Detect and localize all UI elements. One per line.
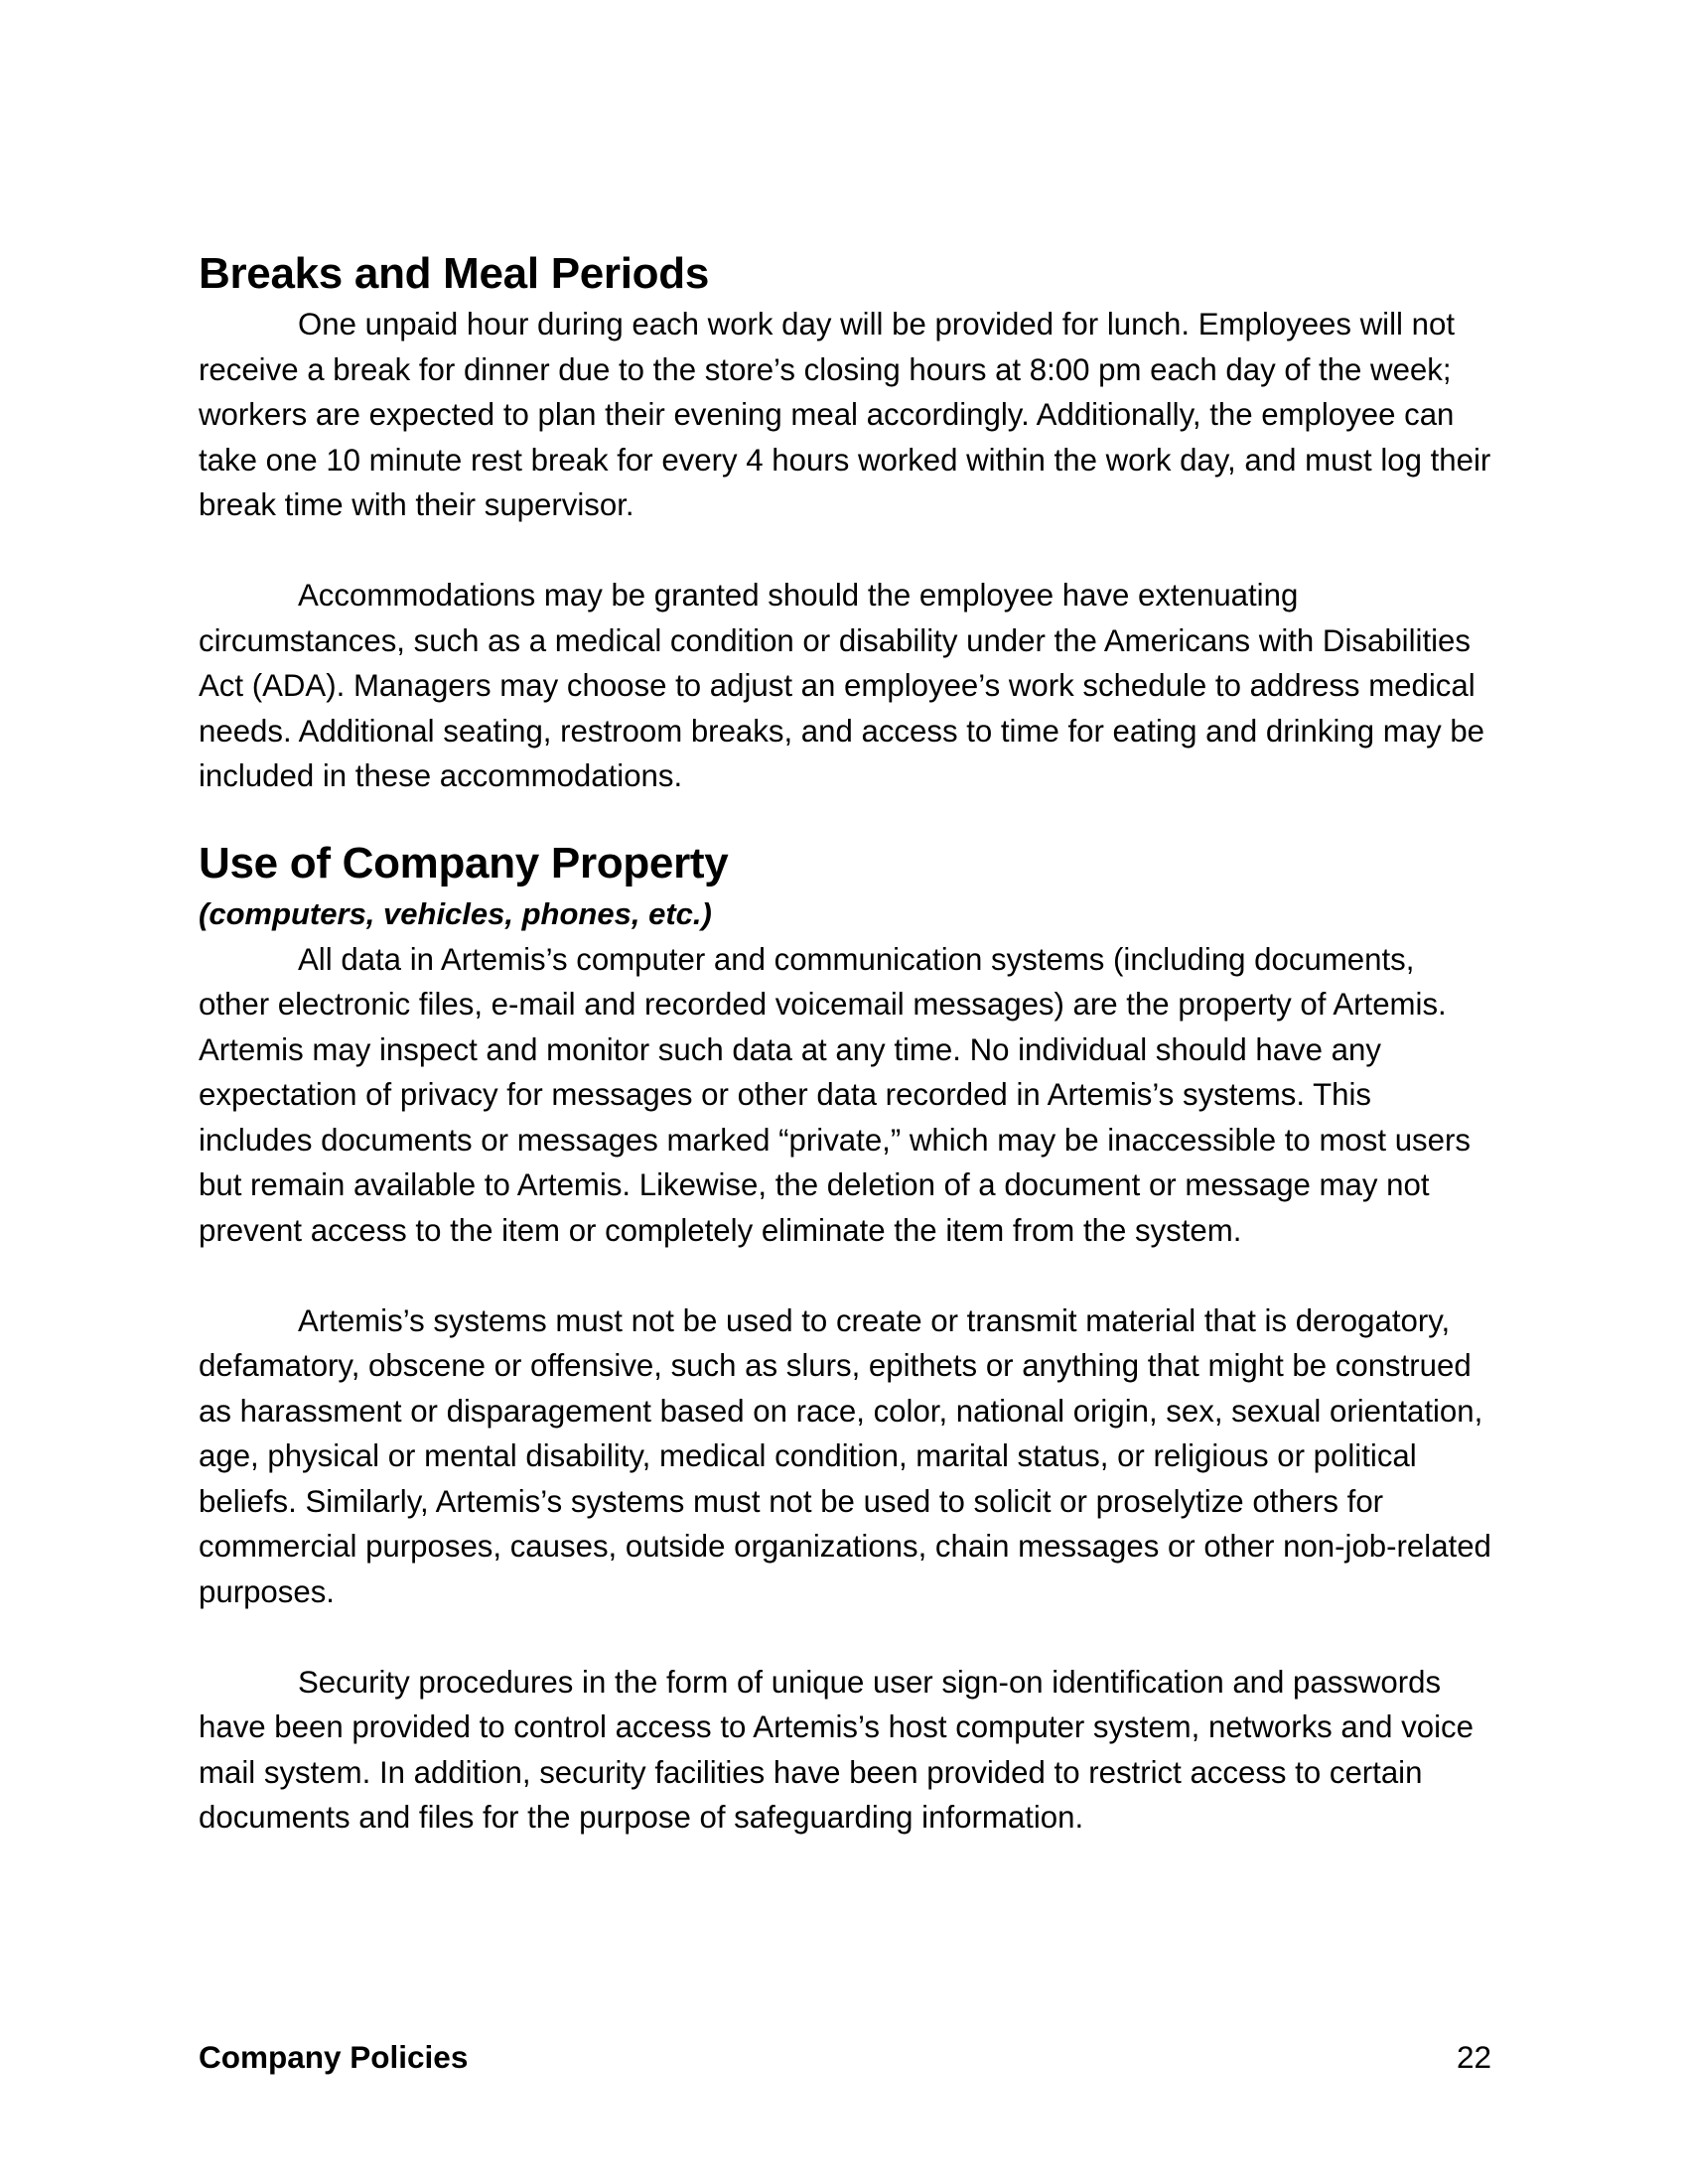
paragraph-spacer [199,528,1491,574]
section-heading-breaks: Breaks and Meal Periods [199,249,709,298]
section-heading-company-property: Use of Company Property [199,838,729,887]
paragraph-spacer [199,1614,1491,1660]
section-spacer [199,799,1491,836]
footer-label: Company Policies [199,2039,469,2075]
paragraph-accommodations: Accommodations may be granted should the employee have extenuating circumstances, such as a medical condition or disability under the Americans with Disabilities Act (ADA). Managers may choose to adjust an employee’s work schedule to address medical needs. Additional seating, restroom breaks, and access to time for eating and drinking may be included in these accommodations. [199,578,1485,793]
document-page [199,246,1491,1841]
paragraph-data-ownership: All data in Artemis’s computer and communication systems (including documents, other electronic files, e-mail and recorded voicemail messages) are the property of Artemis. Artemis may inspect and monitor such data at any time. No individual should have any expectation of privacy for messages or other data recorded in Artemis’s systems. This includes documents or messages marked “private,” which may be inaccessible to most users but remain available to Artemis. Likewise, the deletion of a document or message may not prevent access to the item or completely eliminate the item from the system. [199,941,1471,1248]
page-number: 22 [1456,2039,1491,2075]
paragraph-spacer [199,1253,1491,1298]
paragraph-prohibited-use: Artemis’s systems must not be used to create or transmit material that is derogatory, defamatory, obscene or offensive, such as slurs, epithets or anything that might be construed as harassment or disparagement based on race, color, national origin, sex, sexual orientation, age, physical or mental disability, medical condition, marital status, or religious or political beliefs. Similarly, Artemis’s systems must not be used to solicit or proselytize others for commercial purposes, causes, outside organizations, chain messages or other non-job-related purposes. [199,1302,1491,1609]
section-subtitle-company-property: (computers, vehicles, phones, etc.) [199,895,712,931]
paragraph-security-procedures: Security procedures in the form of unique user sign-on identification and passwords have been provided to control access to Artemis’s host computer system, networks and voice mail system. In addition, security facilities have been provided to restrict access to certain documents and files for the purpose of safeguarding information. [199,1664,1474,1835]
paragraph-breaks-lunch: One unpaid hour during each work day will be provided for lunch. Employees will not receive a break for dinner due to the store’s closing hours at 8:00 pm each day of the week; workers are expected to plan their evening meal accordingly. Additionally, the employee can take one 10 minute rest break for every 4 hours worked within the work day, and must log their break time with their supervisor. [199,307,1491,522]
